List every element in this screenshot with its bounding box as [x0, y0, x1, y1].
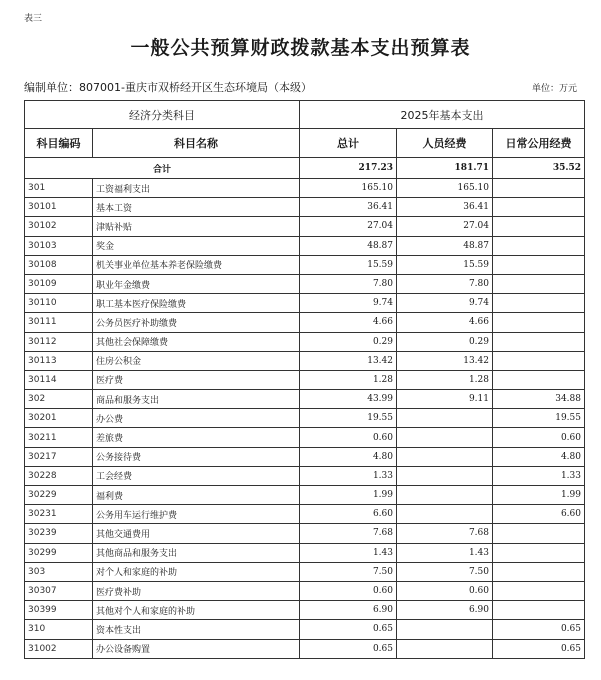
row-public	[493, 198, 585, 217]
row-public	[493, 562, 585, 581]
total-public: 35.52	[493, 158, 585, 179]
table-row	[25, 236, 585, 255]
row-name: 工会经费	[93, 466, 300, 485]
row-name: 基本工资	[93, 198, 300, 217]
row-public	[493, 524, 585, 543]
row-code: 301	[25, 179, 93, 198]
row-code: 30101	[25, 198, 93, 217]
row-name: 职工基本医疗保险缴费	[93, 294, 300, 313]
row-code: 30108	[25, 255, 93, 274]
row-code: 30112	[25, 332, 93, 351]
row-personnel	[397, 639, 493, 658]
row-total: 4.80	[300, 447, 397, 466]
row-name: 资本性支出	[93, 620, 300, 639]
row-code: 30299	[25, 543, 93, 562]
row-personnel: 15.59	[397, 255, 493, 274]
row-code: 30231	[25, 505, 93, 524]
row-personnel: 1.28	[397, 370, 493, 389]
row-total: 9.74	[300, 294, 397, 313]
row-total: 1.33	[300, 466, 397, 485]
row-public	[493, 236, 585, 255]
row-personnel: 1.43	[397, 543, 493, 562]
row-total: 165.10	[300, 179, 397, 198]
row-personnel	[397, 486, 493, 505]
table-row	[25, 294, 585, 313]
row-name: 对个人和家庭的补助	[93, 562, 300, 581]
row-total: 19.55	[300, 409, 397, 428]
table-row	[25, 179, 585, 198]
row-code: 30109	[25, 274, 93, 293]
header-public: 日常公用经费	[493, 129, 585, 158]
table-row	[25, 274, 585, 293]
row-name: 职业年金缴费	[93, 274, 300, 293]
row-total: 0.65	[300, 639, 397, 658]
row-total: 15.59	[300, 255, 397, 274]
row-public	[493, 332, 585, 351]
row-public	[493, 255, 585, 274]
row-public: 6.60	[493, 505, 585, 524]
row-public	[493, 313, 585, 332]
row-name: 津贴补贴	[93, 217, 300, 236]
table-row	[25, 332, 585, 351]
row-personnel: 13.42	[397, 351, 493, 370]
row-code: 30111	[25, 313, 93, 332]
row-name: 商品和服务支出	[93, 390, 300, 409]
row-total: 7.50	[300, 562, 397, 581]
row-public: 34.88	[493, 390, 585, 409]
row-code: 30239	[25, 524, 93, 543]
row-code: 303	[25, 562, 93, 581]
table-row	[25, 255, 585, 274]
row-name: 医疗费	[93, 370, 300, 389]
row-personnel: 48.87	[397, 236, 493, 255]
table-row	[25, 543, 585, 562]
row-personnel	[397, 428, 493, 447]
currency-label: 单位：万元	[531, 84, 577, 94]
row-code: 310	[25, 620, 93, 639]
row-code: 30399	[25, 601, 93, 620]
row-personnel: 9.74	[397, 294, 493, 313]
row-personnel	[397, 466, 493, 485]
row-personnel: 7.68	[397, 524, 493, 543]
row-public	[493, 581, 585, 600]
row-total: 1.43	[300, 543, 397, 562]
table-row	[25, 524, 585, 543]
table-row	[25, 198, 585, 217]
row-personnel: 7.80	[397, 274, 493, 293]
header-total: 总计	[300, 129, 397, 158]
table-row	[25, 601, 585, 620]
table-row	[25, 409, 585, 428]
row-total: 27.04	[300, 217, 397, 236]
total-label: 合计	[25, 158, 300, 179]
row-personnel: 7.50	[397, 562, 493, 581]
table-row	[25, 217, 585, 236]
row-total: 43.99	[300, 390, 397, 409]
row-name: 其他对个人和家庭的补助	[93, 601, 300, 620]
table-row	[25, 390, 585, 409]
row-total: 1.28	[300, 370, 397, 389]
table-row	[25, 370, 585, 389]
row-name: 公务员医疗补助缴费	[93, 313, 300, 332]
table-row	[25, 620, 585, 639]
row-personnel	[397, 505, 493, 524]
row-total: 13.42	[300, 351, 397, 370]
row-total: 7.80	[300, 274, 397, 293]
row-name: 福利费	[93, 486, 300, 505]
row-personnel: 0.29	[397, 332, 493, 351]
row-public	[493, 274, 585, 293]
row-total: 6.90	[300, 601, 397, 620]
total-personnel: 181.71	[397, 158, 493, 179]
row-total: 0.29	[300, 332, 397, 351]
total-total: 217.23	[300, 158, 397, 179]
row-code: 30102	[25, 217, 93, 236]
row-code: 30228	[25, 466, 93, 485]
row-total: 36.41	[300, 198, 397, 217]
row-personnel	[397, 447, 493, 466]
row-name: 办公费	[93, 409, 300, 428]
row-public	[493, 543, 585, 562]
unit-label: 编制单位：807001-重庆市双桥经开区生态环境局（本级）	[24, 81, 312, 94]
row-name: 公务用车运行维护费	[93, 505, 300, 524]
row-name: 办公设备购置	[93, 639, 300, 658]
budget-table	[24, 100, 585, 659]
row-name: 住房公积金	[93, 351, 300, 370]
row-personnel: 165.10	[397, 179, 493, 198]
table-row	[25, 486, 585, 505]
row-name: 机关事业单位基本养老保险缴费	[93, 255, 300, 274]
row-personnel	[397, 409, 493, 428]
row-code: 30307	[25, 581, 93, 600]
page-title: 一般公共预算财政拨款基本支出预算表	[130, 37, 471, 59]
row-personnel	[397, 620, 493, 639]
row-total: 0.60	[300, 428, 397, 447]
row-code: 30211	[25, 428, 93, 447]
row-total: 1.99	[300, 486, 397, 505]
row-personnel: 9.11	[397, 390, 493, 409]
row-personnel: 6.90	[397, 601, 493, 620]
header-personnel: 人员经费	[397, 129, 493, 158]
row-name: 奖金	[93, 236, 300, 255]
row-code: 30201	[25, 409, 93, 428]
row-total: 48.87	[300, 236, 397, 255]
row-public	[493, 351, 585, 370]
row-personnel: 36.41	[397, 198, 493, 217]
header-year-title: 2025年基本支出	[300, 101, 585, 129]
row-total: 4.66	[300, 313, 397, 332]
row-public: 0.65	[493, 639, 585, 658]
row-code: 30110	[25, 294, 93, 313]
header-econ-class: 经济分类科目	[25, 101, 300, 129]
table-row	[25, 562, 585, 581]
row-total: 7.68	[300, 524, 397, 543]
row-total: 0.65	[300, 620, 397, 639]
row-code: 30217	[25, 447, 93, 466]
row-name: 医疗费补助	[93, 581, 300, 600]
row-code: 30103	[25, 236, 93, 255]
row-public: 0.65	[493, 620, 585, 639]
row-public: 0.60	[493, 428, 585, 447]
row-public: 1.33	[493, 466, 585, 485]
table-row	[25, 313, 585, 332]
row-total: 0.60	[300, 581, 397, 600]
table-row	[25, 581, 585, 600]
row-personnel: 4.66	[397, 313, 493, 332]
row-personnel: 27.04	[397, 217, 493, 236]
row-public	[493, 179, 585, 198]
row-public: 1.99	[493, 486, 585, 505]
row-name: 其他交通费用	[93, 524, 300, 543]
row-code: 30114	[25, 370, 93, 389]
row-code: 30229	[25, 486, 93, 505]
row-public	[493, 601, 585, 620]
header-name: 科目名称	[93, 129, 300, 158]
row-name: 差旅费	[93, 428, 300, 447]
row-code: 31002	[25, 639, 93, 658]
table-row	[25, 466, 585, 485]
row-code: 302	[25, 390, 93, 409]
row-total: 6.60	[300, 505, 397, 524]
row-name: 其他商品和服务支出	[93, 543, 300, 562]
table-row	[25, 428, 585, 447]
row-name: 公务接待费	[93, 447, 300, 466]
row-name: 工资福利支出	[93, 179, 300, 198]
row-name: 其他社会保障缴费	[93, 332, 300, 351]
row-public	[493, 294, 585, 313]
row-code: 30113	[25, 351, 93, 370]
table-row	[25, 351, 585, 370]
row-public	[493, 370, 585, 389]
header-code: 科目编码	[25, 129, 93, 158]
row-public: 4.80	[493, 447, 585, 466]
total-row	[25, 158, 585, 179]
row-public: 19.55	[493, 409, 585, 428]
table-number: 表三	[24, 14, 43, 24]
row-public	[493, 217, 585, 236]
table-row	[25, 505, 585, 524]
row-personnel: 0.60	[397, 581, 493, 600]
table-row	[25, 447, 585, 466]
table-row	[25, 639, 585, 658]
